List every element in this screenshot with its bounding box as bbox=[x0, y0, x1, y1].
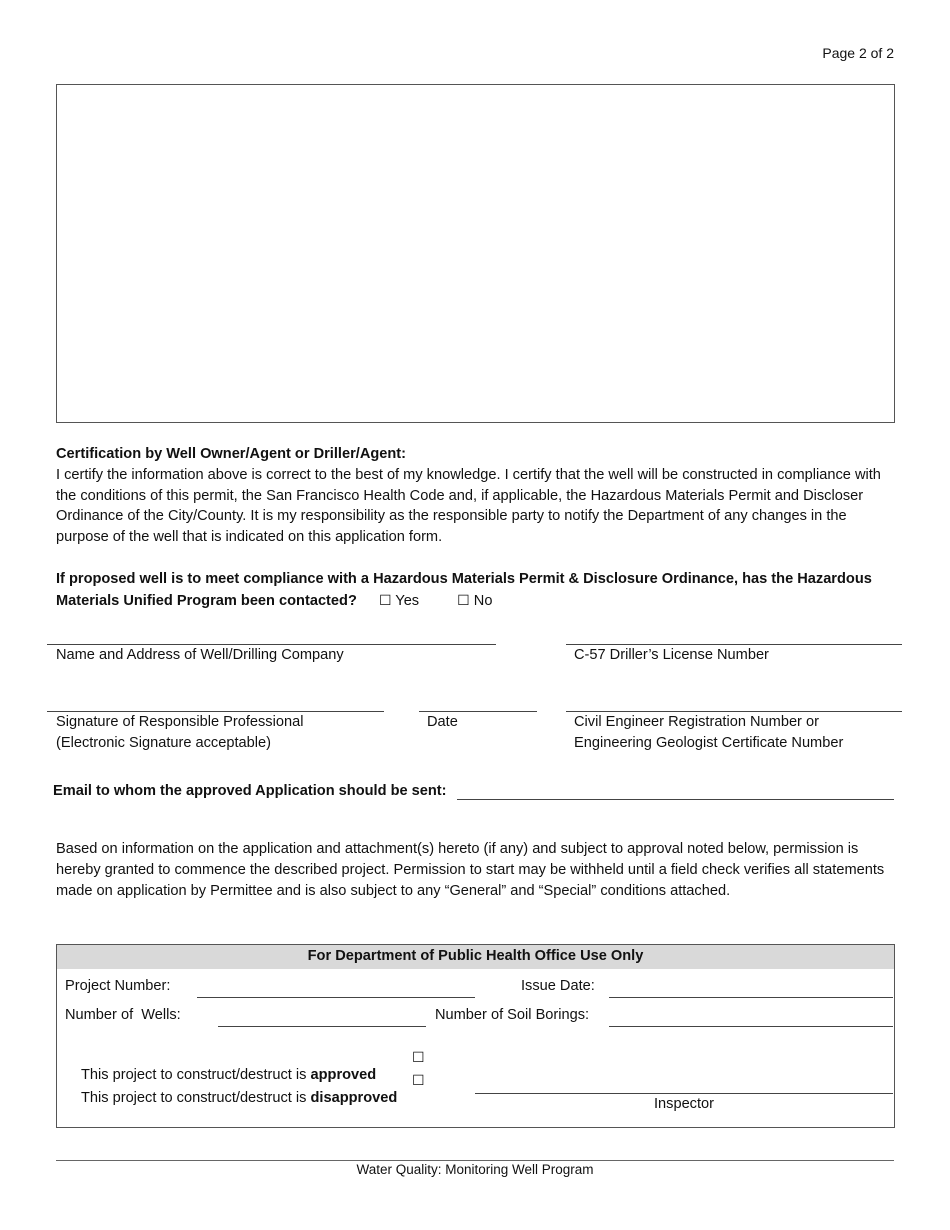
hazmat-no-checkbox[interactable]: ☐ bbox=[457, 593, 470, 609]
number-of-wells-label: Number of Wells: bbox=[65, 1007, 181, 1023]
soil-borings-label: Number of Soil Borings: bbox=[435, 1007, 590, 1023]
footer-text: Water Quality: Monitoring Well Program bbox=[356, 1162, 594, 1177]
registration-label bbox=[574, 712, 843, 754]
hazmat-yes-label: Yes bbox=[395, 593, 420, 609]
project-number-label: Project Number: bbox=[65, 978, 171, 994]
approved-prefix: This project to construct/destruct is bbox=[80, 1067, 311, 1083]
hazmat-yes-checkbox[interactable]: ☐ bbox=[378, 593, 392, 609]
hazmat-question-text: If proposed well is to meet compliance with a Hazardous Materials Permit & Disclosure Ordinance, has the Hazardous Materials Unified Program been contacted? bbox=[56, 571, 872, 609]
disapproved-word: disapproved bbox=[310, 1090, 398, 1106]
signature-label bbox=[56, 712, 303, 754]
project-number-line[interactable] bbox=[197, 997, 475, 998]
approved-word: approved bbox=[310, 1067, 377, 1083]
email-input-line[interactable] bbox=[457, 799, 894, 800]
page-number: Page 2 of 2 bbox=[822, 45, 894, 61]
approved-checkbox[interactable]: ☐ bbox=[412, 1050, 425, 1066]
inspector-label: Inspector bbox=[653, 1096, 715, 1112]
certification-title: Certification by Well Owner/Agent or Driller/Agent: bbox=[56, 446, 407, 462]
office-use-box bbox=[56, 944, 895, 1128]
disapproved-checkbox[interactable]: ☐ bbox=[412, 1073, 425, 1089]
signature-label-line1: Signature of Responsible Professional bbox=[56, 714, 304, 730]
description-text-area[interactable] bbox=[56, 84, 895, 423]
number-of-wells-line[interactable] bbox=[218, 1026, 426, 1027]
hazmat-no-label: No bbox=[473, 593, 493, 609]
issue-date-line[interactable] bbox=[609, 997, 893, 998]
disapproved-prefix: This project to construct/destruct is bbox=[80, 1090, 311, 1106]
email-label: Email to whom the approved Application should be sent: bbox=[53, 783, 447, 799]
date-label: Date bbox=[427, 714, 458, 730]
certification-body: I certify the information above is correct to the best of my knowledge. I certify that the well will be constructed in compliance with the conditions of this permit, the San Francisco Health Code and, if applicable, the Hazardous Materials Permit and Discloser Ordinance of the City/County. It is my responsibility as the responsible party to notify the Department of any changes in the purpose of the well that is indicated on this application form. bbox=[56, 466, 881, 546]
inspector-signature-line[interactable] bbox=[475, 1093, 893, 1094]
disapproved-row bbox=[65, 1074, 397, 1122]
company-label: Name and Address of Well/Drilling Company bbox=[56, 647, 344, 663]
registration-label-line2: Engineering Geologist Certificate Number bbox=[574, 734, 844, 751]
permission-text: Based on information on the application and attachment(s) hereto (if any) and subject to approval noted below, permission is hereby granted to commence the described project. Permission to start may be withheld until a field check verifies all statements made on application by Permittee and is also subject to any “General” and “Special” conditions attached. bbox=[56, 841, 885, 899]
issue-date-label: Issue Date: bbox=[521, 978, 595, 994]
license-label: C-57 Driller’s License Number bbox=[574, 647, 769, 663]
hazmat-yes-option[interactable] bbox=[379, 590, 419, 612]
hazmat-question bbox=[56, 568, 906, 612]
registration-label-line1: Civil Engineer Registration Number or bbox=[574, 714, 819, 730]
hazmat-no-option[interactable] bbox=[457, 590, 492, 612]
office-use-heading: For Department of Public Health Office Use Only bbox=[57, 945, 894, 969]
signature-label-line2: (Electronic Signature acceptable) bbox=[56, 734, 271, 751]
soil-borings-line[interactable] bbox=[609, 1026, 893, 1027]
footer-divider bbox=[56, 1160, 894, 1161]
certification-section bbox=[56, 444, 896, 548]
